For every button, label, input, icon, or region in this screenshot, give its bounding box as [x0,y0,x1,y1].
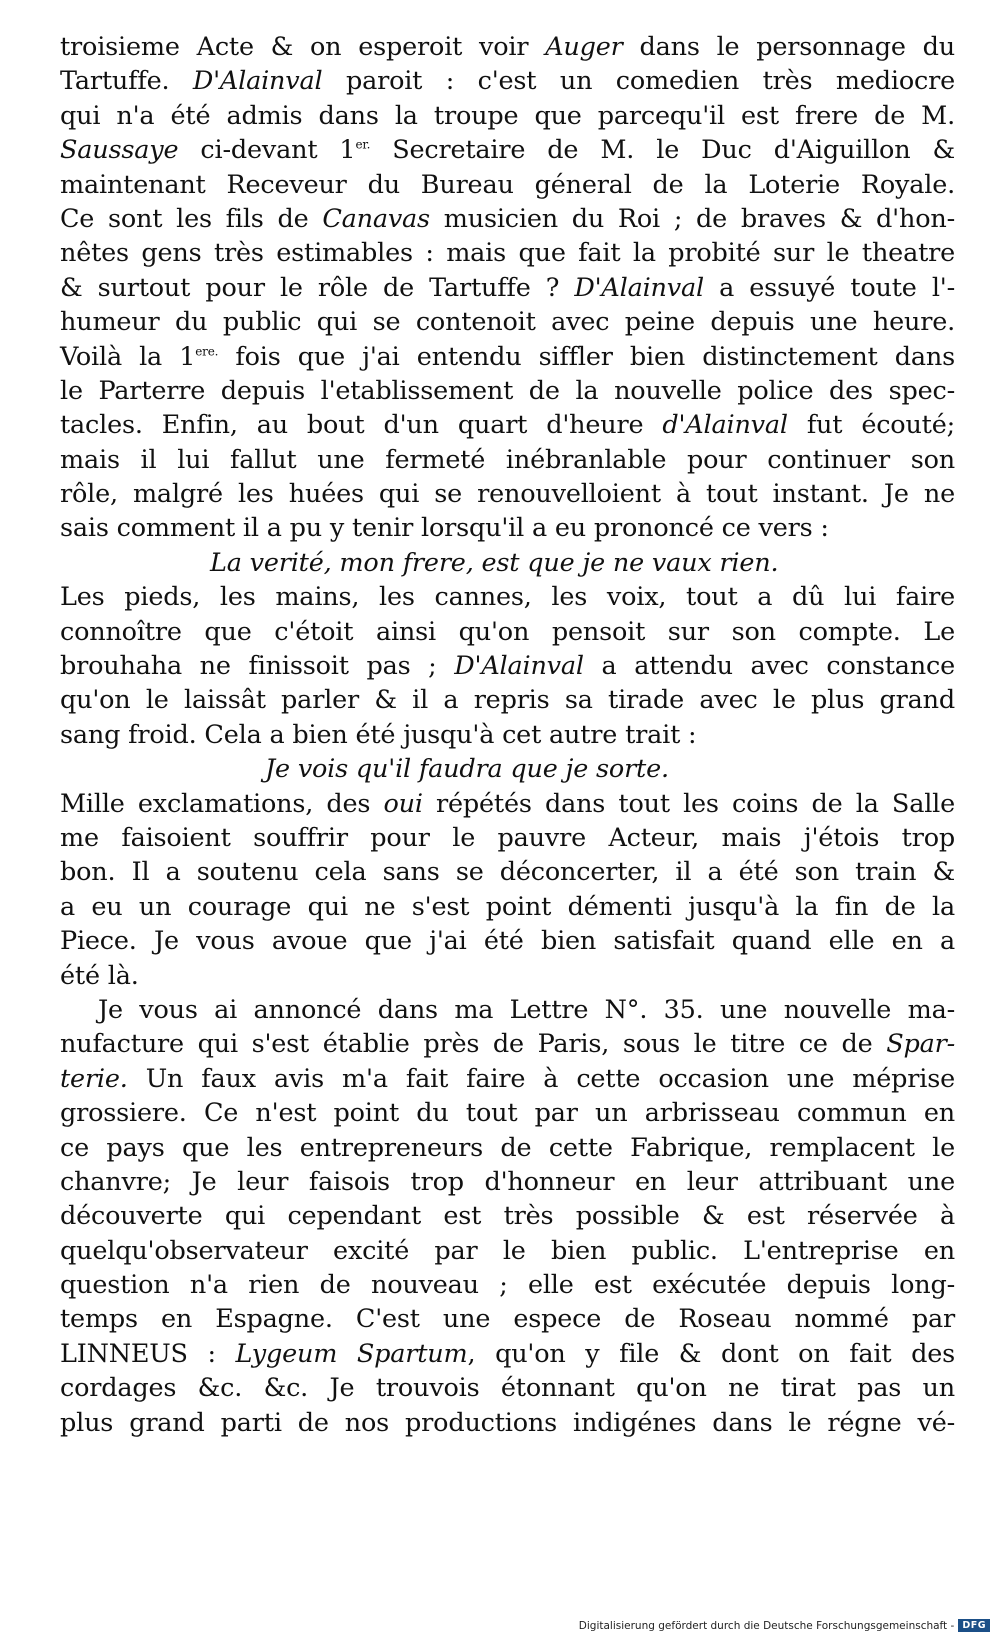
text-line [60,924,955,958]
text-run: cordages &c. &c. Je trouvois étonnant qu'on ne tirat pas un [60,1373,955,1404]
text-run: temps en Espagne. C'est une espece de Roseau nommé par [60,1304,955,1335]
text-line [60,374,955,408]
text-line [60,1268,955,1302]
text-run: Piece. Je vous avoue que j'ai été bien satisfait quand elle en a [60,926,955,957]
text-run: fois que j'ai entendu siffler bien distinctement dans [218,341,955,372]
text-line [60,305,955,339]
text-line [60,1131,955,1165]
text-run: paroit : c'est un comedien très mediocre [322,66,955,97]
text-run: plus grand parti de nos productions indigénes dans le régne vé- [60,1407,955,1438]
text-line [60,959,955,993]
text-run: bon. Il a soutenu cela sans se déconcerter, il a été son train & [60,857,955,888]
text-run: ce pays que les entrepreneurs de cette Fabrique, remplacent le [60,1132,955,1163]
text-run: & surtout pour le rôle de Tartuffe ? [60,272,575,303]
italic-run: D'Alainval [574,272,704,303]
text-run: fut écouté; [787,410,955,441]
text-run: qu'on le laissât parler & il a repris sa tirade avec le plus grand [60,685,955,716]
text-run: tacles. Enfin, au bout d'un quart d'heure [60,410,663,441]
text-run: sang froid. Cela a bien été jusqu'à cet autre trait : [60,719,697,750]
superscript: er. [355,137,371,152]
text-run: humeur du public qui se contenoit avec peine depuis une heure. [60,307,955,338]
page-text [60,30,955,1440]
verse-quote-1: La verité, mon frere, est que je ne vaux rien. [210,547,779,578]
italic-run: oui [383,788,423,819]
text-line [60,133,955,167]
italic-run: Saussaye [60,135,179,166]
text-run: Je vous ai annoncé dans ma Lettre N°. 35. une nouvelle ma- [98,994,955,1025]
text-line [60,1337,955,1371]
text-line [60,890,955,924]
paragraph-2 [60,580,955,752]
italic-run: d'Alainval [662,410,788,441]
text-run: chanvre; Je leur faisois trop d'honneur en leur attribuant une [60,1166,955,1197]
paragraph-4 [60,993,955,1440]
text-line [60,202,955,236]
text-run: troisieme Acte & on esperoit voir [60,32,546,62]
text-line [60,1406,955,1440]
digitization-footer [579,1619,990,1632]
text-run: a eu un courage qui ne s'est point démenti jusqu'à la fin de la [60,891,955,922]
text-run: rôle, malgré les huées qui se renouvelloient à tout instant. Je ne [60,479,955,510]
italic-run: Spar- [886,1029,955,1060]
text-line [60,99,955,133]
text-run: Tartuffe. [60,66,193,97]
text-line [60,1062,955,1096]
text-run: le Parterre depuis l'etablissement de la nouvelle police des spec- [60,375,955,406]
footer-credit: Digitalisierung gefördert durch die Deutsche Forschungsgemeinschaft - [578,1619,955,1632]
text-line [60,1371,955,1405]
text-run: ci-devant 1 [178,135,356,166]
text-line [60,1096,955,1130]
text-run: a essuyé toute l'- [703,272,955,303]
italic-run: Auger [545,32,623,62]
paragraph-3 [60,787,955,993]
italic-run: D'Alainval [192,66,323,97]
text-line [60,168,955,202]
superscript: ere. [195,344,219,359]
text-line [60,718,955,752]
text-line [60,993,955,1027]
text-line [60,443,955,477]
text-run: , qu'on y file & dont on fait des [467,1338,955,1369]
text-line [60,1234,955,1268]
text-run: nufacture qui s'est établie près de Paris, sous le titre ce de [60,1029,887,1060]
text-run: été là. [60,960,139,991]
italic-run: Canavas [322,203,430,234]
text-run: question n'a rien de nouveau ; elle est exécutée depuis long- [60,1270,955,1301]
text-run: mais il lui fallut une fermeté inébranlable pour continuer son [60,444,955,475]
text-line [60,340,955,374]
dfg-logo: DFG [958,1619,990,1632]
text-line [60,30,955,64]
text-run: Ce sont les fils de [60,203,323,234]
text-line [60,1302,955,1336]
text-run: brouhaha ne finissoit pas ; [60,651,455,682]
text-line [60,821,955,855]
text-line [60,64,955,98]
text-run: sais comment il a pu y tenir lorsqu'il a eu prononcé ce vers : [60,513,829,544]
text-run: LINNEUS : [60,1338,236,1369]
italic-run: terie. [60,1063,128,1094]
text-line [60,477,955,511]
text-line [60,1165,955,1199]
italic-run: Lygeum Spartum [235,1338,468,1369]
text-line [60,855,955,889]
text-run: Les pieds, les mains, les cannes, les voix, tout a dû lui faire [60,582,955,613]
text-run: Mille exclamations, des [60,788,384,819]
text-run: quelqu'observateur excité par le bien public. L'entreprise en [60,1235,955,1266]
text-run: connoître que c'étoit ainsi qu'on pensoit sur son compte. Le [60,616,955,647]
text-line [60,615,955,649]
text-line [60,511,955,545]
text-run: découverte qui cependant est très possible & est réservée à [60,1201,955,1232]
text-line [60,408,955,442]
text-run: grossiere. Ce n'est point du tout par un arbrisseau commun en [60,1098,955,1129]
verse-quote-2: Je vois qu'il faudra que je sorte. [265,754,669,785]
paragraph-1 [60,30,955,546]
text-run: nêtes gens très estimables : mais que fait la probité sur le theatre [60,238,955,269]
text-run: a attendu avec constance [583,651,955,682]
text-run: dans le personnage du [622,32,955,62]
text-run: qui n'a été admis dans la troupe que parcequ'il est frere de M. [60,100,955,131]
text-line [60,1199,955,1233]
text-line [60,649,955,683]
text-line [60,580,955,614]
text-line [60,271,955,305]
text-line [60,1027,955,1061]
text-line [60,787,955,821]
text-line [60,683,955,717]
text-run: répétés dans tout les coins de la Salle [422,788,955,819]
text-run: Un faux avis m'a fait faire à cette occasion une méprise [127,1063,955,1094]
text-run: Voilà la 1 [60,341,196,372]
text-run: Secretaire de M. le Duc d'Aiguillon & [370,135,955,166]
italic-run: D'Alainval [454,651,584,682]
text-run: musicien du Roi ; de braves & d'hon- [429,203,955,234]
text-run: me faisoient souffrir pour le pauvre Acteur, mais j'étois trop [60,822,955,853]
text-line [60,236,955,270]
text-run: maintenant Receveur du Bureau géneral de la Loterie Royale. [60,169,955,200]
